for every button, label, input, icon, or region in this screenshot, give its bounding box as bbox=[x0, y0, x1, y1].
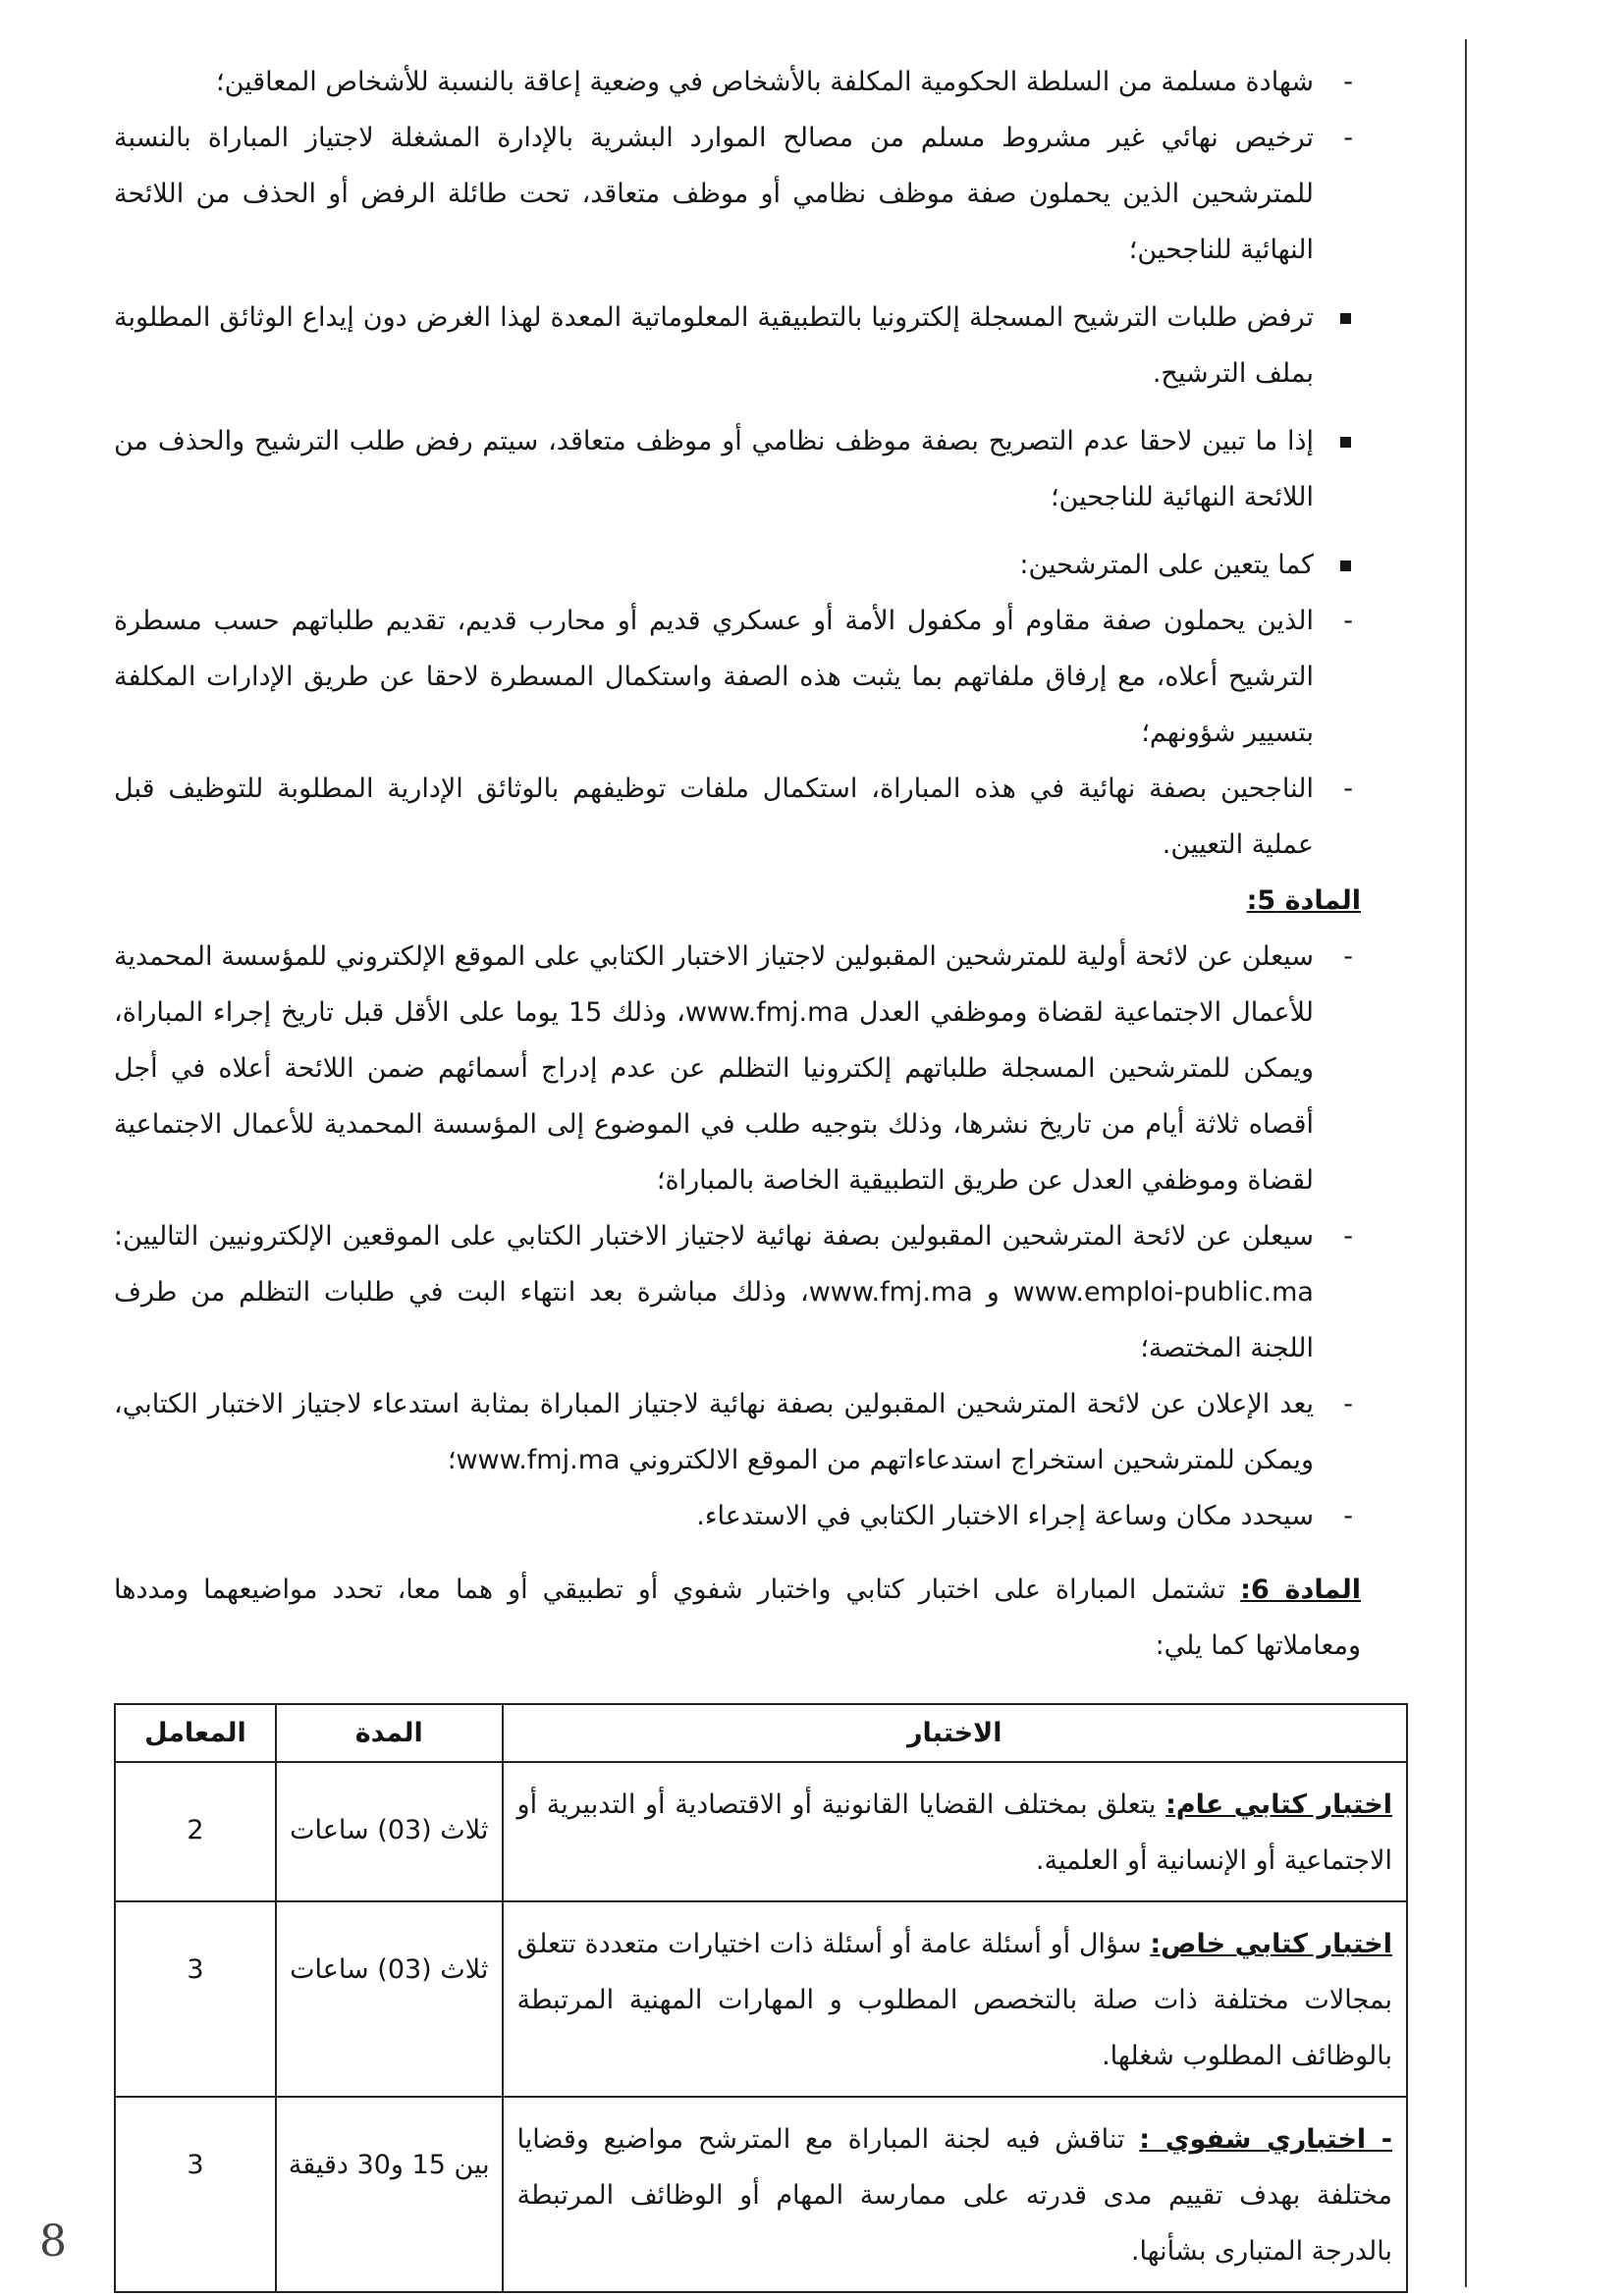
exam-label: - اختباري شفوي : bbox=[1139, 2124, 1392, 2155]
exam-duration: ثلاث (03) ساعات bbox=[276, 1762, 503, 1901]
article-5-item-3: - يعد الإعلان عن لائحة المترشحين المقبولين بصفة نهائية لاجتياز المباراة بمثابة استدعاء لاجتياز الاختبار الكتابي، ويمكن للمترشحين استخراج استدعاءاتهم من الموقع الالكتروني www.fmj.ma؛ bbox=[114, 1376, 1361, 1488]
exam-description: اختبار كتابي خاص: سؤال أو أسئلة عامة أو أسئلة ذات اختيارات متعددة تتعلق بمجالات مختلفة ذات صلة بالتخصص المطلوب و المهارات المهنية المرتبطة بالوظائف المطلوب شغلها. bbox=[503, 1901, 1407, 2097]
header-exam: الاختبار bbox=[503, 1704, 1407, 1762]
bullet-resistance-veterans: - الذين يحملون صفة مقاوم أو مكفول الأمة أو عسكري قديم أو محارب قديم، تقديم طلباتهم حسب مسطرة الترشيح أعلاه، مع إرفاق ملفاتهم بما يثبت هذه الصفة واستكمال المسطرة لاحقا عن طريق الإدارات المكلفة بتسيير شؤونهم؛ bbox=[114, 593, 1361, 761]
link-fmj[interactable]: www.fmj.ma bbox=[808, 1277, 973, 1308]
exam-coefficient: 3 bbox=[115, 2097, 276, 2292]
article-5-item-1: - سيعلن عن لائحة أولية للمترشحين المقبولين لاجتياز الاختبار الكتابي على الموقع الإلكتروني للمؤسسة المحمدية للأعمال الاجتماعية لقضاة وموظفي العدل www.fmj.ma، وذلك 15 يوما على الأقل قبل تاريخ إجراء المباراة، ويمكن للمترشحين المسجلة طلباتهم إلكترونيا التظلم عن عدم إدراج أسمائهم ضمن اللائحة أعلاه في أجل أقصاه ثلاثة أيام من تاريخ نشرها، وذلك بتوجيه طلب في الموضوع إلى المؤسسة المحمدية للأعمال الاجتماعية لقضاة وموظفي العدل عن طريق التطبيقية الخاصة بالمباراة؛ bbox=[114, 929, 1361, 1208]
exam-coefficient: 2 bbox=[115, 1762, 276, 1901]
square-bullet-candidate-obligations: كما يتعين على المترشحين: bbox=[114, 537, 1361, 593]
exam-table bbox=[114, 1703, 1408, 2293]
link-emploi-public[interactable]: www.emploi-public.ma bbox=[1012, 1277, 1314, 1308]
bullet-final-successful: - الناجحين بصفة نهائية في هذه المباراة، استكمال ملفات توظيفهم بالوثائق الإدارية المطلوبة للتوظيف قبل عملية التعيين. bbox=[114, 761, 1361, 873]
exam-coefficient: 3 bbox=[115, 1901, 276, 2097]
exam-description: اختبار كتابي عام: يتعلق بمختلف القضايا القانونية أو الاقتصادية أو التدبيرية أو الاجتماعية أو الإنسانية أو العلمية. bbox=[503, 1762, 1407, 1901]
link-fmj[interactable]: www.fmj.ma bbox=[456, 1445, 621, 1475]
article-6-intro: تشتمل المباراة على اختبار كتابي واختبار شفوي أو تطبيقي أو هما معا، تحدد مواضيعهما ومددها ومعاملاتها كما يلي: bbox=[114, 1575, 1361, 1661]
article-5-item-4: - سيحدد مكان وساعة إجراء الاختبار الكتابي في الاستدعاء. bbox=[114, 1488, 1361, 1544]
article-5-item-2: - سيعلن عن لائحة المترشحين المقبولين بصفة نهائية لاجتياز الاختبار الكتابي على الموقعين الإلكترونيين التاليين: www.emploi-public.ma و www.fmj.ma، وذلك مباشرة بعد انتهاء البت في طلبات التظلم من طرف اللجنة المختصة؛ bbox=[114, 1208, 1361, 1376]
table-row bbox=[115, 1762, 1407, 1901]
square-bullet-rejection: ترفض طلبات الترشيح المسجلة إلكترونيا بالتطبيقية المعلوماتية المعدة لهذا الغرض دون إيداع الوثائق المطلوبة بملف الترشيح. bbox=[114, 290, 1361, 401]
link-fmj[interactable]: www.fmj.ma bbox=[684, 997, 849, 1028]
exam-label: اختبار كتابي خاص: bbox=[1150, 1929, 1392, 1959]
article-5-heading: المادة 5: bbox=[1246, 885, 1361, 916]
article-6-paragraph bbox=[114, 1562, 1361, 1674]
exam-description: - اختباري شفوي : تناقش فيه لجنة المباراة مع المترشح مواضيع وقضايا مختلفة بهدف تقييم مدى قدرته على ممارسة المهام أو الوظائف المرتبطة بالدرجة المتبارى بشأنها. bbox=[503, 2097, 1407, 2292]
square-bullet-undeclared-status: إذا ما تبين لاحقا عدم التصريح بصفة موظف نظامي أو موظف متعاقد، سيتم رفض طلب الترشيح والحذف من اللائحة النهائية للناجحين؛ bbox=[114, 413, 1361, 525]
bullet-employer-authorization: - ترخيص نهائي غير مشروط مسلم من مصالح الموارد البشرية بالإدارة المشغلة لاجتياز المباراة بالنسبة للمترشحين الذين يحملون صفة موظف نظامي أو موظف متعاقد، تحت طائلة الرفض أو الحذف من اللائحة النهائية للناجحين؛ bbox=[114, 110, 1361, 278]
document-page bbox=[114, 54, 1392, 2293]
page-number-mark: 8 bbox=[39, 2216, 67, 2267]
table-header-row bbox=[115, 1704, 1407, 1762]
margin-rule bbox=[1465, 39, 1467, 2287]
exam-duration: بين 15 و30 دقيقة bbox=[276, 2097, 503, 2292]
table-row bbox=[115, 1901, 1407, 2097]
bullet-disability-certificate: - شهادة مسلمة من السلطة الحكومية المكلفة بالأشخاص في وضعية إعاقة بالنسبة للأشخاص المعاقين؛ bbox=[114, 54, 1361, 110]
exam-label: اختبار كتابي عام: bbox=[1165, 1789, 1392, 1820]
table-row bbox=[115, 2097, 1407, 2292]
article-6-heading: المادة 6: bbox=[1240, 1575, 1361, 1605]
header-duration: المدة bbox=[276, 1704, 503, 1762]
header-coefficient: المعامل bbox=[115, 1704, 276, 1762]
exam-duration: ثلاث (03) ساعات bbox=[276, 1901, 503, 2097]
